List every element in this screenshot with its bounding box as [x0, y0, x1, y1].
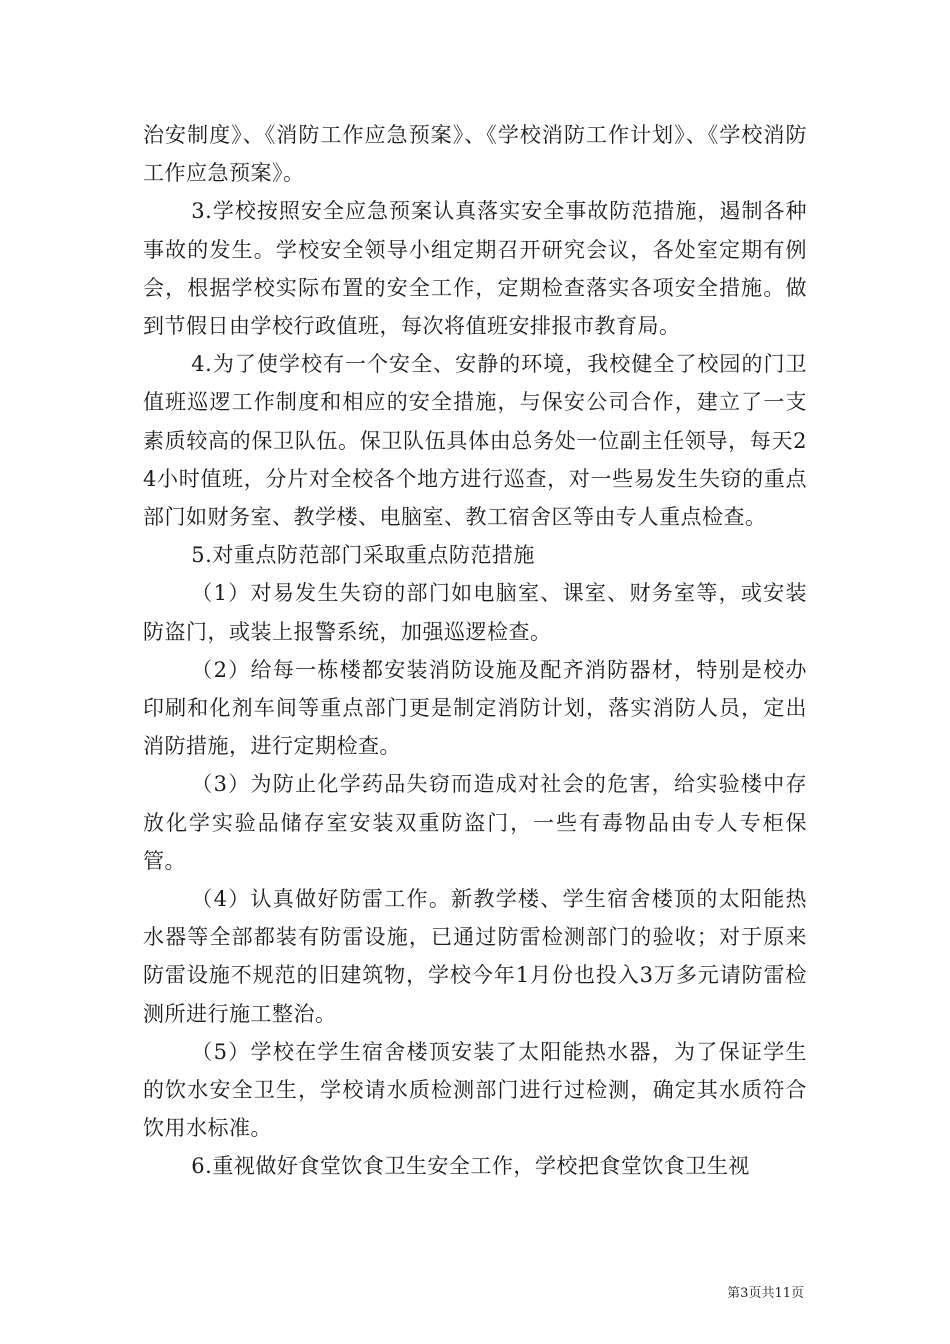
- paragraph-item-5-5: （5）学校在学生宿舍楼顶安装了太阳能热水器，为了保证学生的饮水安全卫生，学校请水质检测部门进行过检测，确定其水质符合饮用水标准。: [143, 1039, 807, 1141]
- paragraph-continuation: 治安制度》、《消防工作应急预案》、《学校消防工作计划》、《学校消防工作应急预案》。: [143, 123, 807, 186]
- paragraph-item-5-2: （2）给每一栋楼都安装消防设施及配齐消防器材，特别是校办印刷和化剂车间等重点部门更是制定消防计划，落实消防人员，定出消防措施，进行定期检查。: [143, 657, 807, 759]
- paragraph-item-3: 3.学校按照安全应急预案认真落实安全事故防范措施，遏制各种事故的发生。学校安全领导小组定期召开研究会议，各处室定期有例会，根据学校实际布置的安全工作，定期检查落实各项安全措施。做到节假日由学校行政值班，每次将值班安排报市教育局。: [143, 199, 807, 339]
- paragraph-item-4: 4.为了使学校有一个安全、安静的环境，我校健全了校园的门卫值班巡逻工作制度和相应的安全措施，与保安公司合作，建立了一支素质较高的保卫队伍。保卫队伍具体由总务处一位副主任领导，每天24小时值班，分片对全校各个地方进行巡查，对一些易发生失窃的重点部门如财务室、教学楼、电脑室、教工宿舍区等由专人重点检查。: [143, 352, 807, 530]
- paragraph-item-6: 6.重视做好食堂饮食卫生安全工作，学校把食堂饮食卫生视: [191, 1154, 750, 1179]
- paragraph-item-5-4: （4）认真做好防雷工作。新教学楼、学生宿舍楼顶的太阳能热水器等全部都装有防雷设施，已通过防雷检测部门的验收；对于原来防雷设施不规范的旧建筑物，学校今年1月份也投入3万多元请防雷检测所进行施工整治。: [143, 887, 807, 1026]
- paragraph-item-5-3: （3）为防止化学药品失窃而造成对社会的危害，给实验楼中存放化学实验品储存室安装双重防盗门，一些有毒物品由专人专柜保管。: [143, 772, 807, 873]
- page-number-footer: 第3页共11页: [727, 1286, 804, 1301]
- paragraph-item-5-1: （1）对易发生失窃的部门如电脑室、课室、财务室等，或安装防盗门，或装上报警系统，加强巡逻检查。: [143, 581, 807, 644]
- document-body: [143, 116, 807, 1186]
- paragraph-item-5: 5.对重点防范部门采取重点防范措施: [191, 543, 535, 568]
